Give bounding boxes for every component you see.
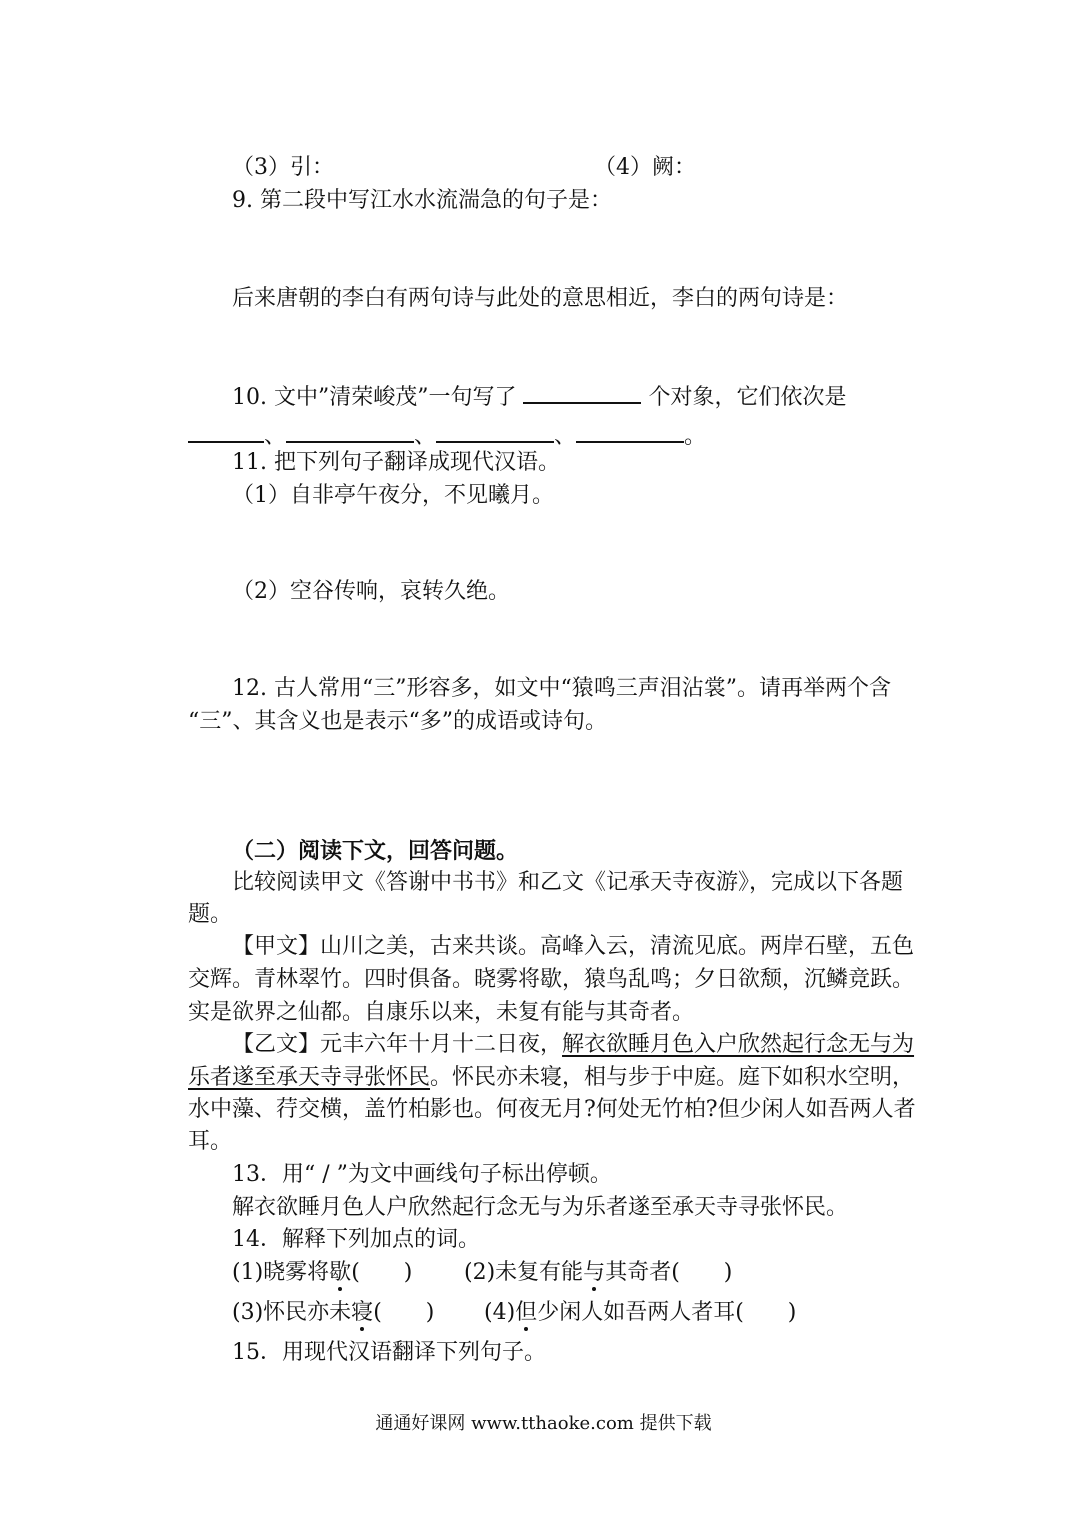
- q14-item4: [484, 1298, 796, 1328]
- dotted-word: 寝: [351, 1300, 374, 1325]
- answer-blank[interactable]: [523, 380, 641, 404]
- answer-blank[interactable]: [436, 419, 554, 443]
- answer-blank[interactable]: [286, 419, 414, 443]
- q10-line1: [232, 380, 847, 410]
- item-text: (1)晓雾将: [232, 1260, 330, 1285]
- dotted-word: 但: [515, 1300, 538, 1325]
- section2-intro-line2: 题。: [188, 902, 233, 927]
- page-footer: 通通好课网 www.tthaoke.com 提供下载: [375, 1413, 712, 1434]
- item-text: 其奇者( ): [605, 1260, 733, 1285]
- separator: 、: [554, 424, 577, 449]
- q10-prefix: 10. 文中”清荣峻茂”一句写了: [232, 385, 517, 410]
- underlined-sentence: 解衣欲睡月色入户欣然起行念无与为: [562, 1032, 915, 1057]
- q12-line1: 12. 古人常用“三”形容多，如文中“猿鸣三声泪沾裳”。请再举两个含: [232, 676, 891, 701]
- yi-line2: [188, 1063, 914, 1093]
- dotted-word: 歇: [329, 1260, 352, 1285]
- jia-line1: [232, 932, 914, 962]
- q14-item2: [464, 1258, 732, 1288]
- jia-line3: 实是欲界之仙都。自康乐以来，未复有能与其奇者。: [188, 1000, 695, 1025]
- yi-label: 【乙文】: [232, 1032, 321, 1057]
- q14-item3: [232, 1298, 434, 1328]
- underlined-sentence: 乐者遂至承天寺寻张怀民: [188, 1065, 431, 1090]
- q10-suffix: 个对象，它们依次是: [648, 385, 847, 410]
- q11-sentence-2: （2）空谷传响，哀转久绝。: [232, 579, 510, 604]
- yi-line4: 耳。: [188, 1129, 233, 1154]
- item-text: (2)未复有能: [464, 1260, 584, 1285]
- item-text: ( ): [351, 1260, 413, 1285]
- jia-line2: 交辉。青林翠竹。四时俱备。晓雾将歇，猿鸟乱鸣；夕日欲颓，沉鳞竞跃。: [188, 967, 915, 992]
- item-text: (4): [484, 1300, 516, 1325]
- section2-heading: （二）阅读下文，回答问题。: [232, 838, 519, 864]
- q14-item1: [232, 1258, 412, 1288]
- separator: 、: [414, 424, 437, 449]
- separator: 、: [264, 424, 287, 449]
- q12-line2: “三”、其含义也是表示“多”的成语或诗句。: [188, 709, 607, 734]
- yi-line1: [232, 1030, 914, 1060]
- q15-prompt: 15．用现代汉语翻译下列句子。: [232, 1340, 546, 1365]
- answer-blank[interactable]: [188, 419, 264, 443]
- yi-line3: 水中藻、荇交横，盖竹柏影也。何夜无月?何处无竹柏?但少闲人如吾两人者: [188, 1097, 916, 1122]
- q11-prompt: 11. 把下列句子翻译成现代汉语。: [232, 450, 560, 475]
- jia-text: 山川之美，古来共谈。高峰入云，清流见底。两岸石壁，五色: [320, 934, 915, 959]
- q11-sentence-1: （1）自非亭午夜分，不见曦月。: [232, 483, 554, 508]
- q10-line2: [188, 419, 706, 449]
- section2-intro-line1: 比较阅读甲文《答谢中书书》和乙文《记承天寺夜游》，完成以下各题: [232, 870, 904, 895]
- q8-item3: （3）引：: [232, 155, 334, 180]
- q8-item4: （4）阙：: [594, 155, 696, 180]
- q13-prompt: 13．用“ / ”为文中画线句子标出停顿。: [232, 1162, 612, 1187]
- item-text: ( ): [373, 1300, 435, 1325]
- q14-prompt: 14．解释下列加点的词。: [232, 1227, 480, 1252]
- end-mark: 。: [684, 424, 707, 449]
- answer-blank[interactable]: [576, 419, 684, 443]
- item-text: (3)怀民亦未: [232, 1300, 352, 1325]
- q9-prompt: 9. 第二段中写江水水流湍急的句子是：: [232, 188, 612, 213]
- q9-followup: 后来唐朝的李白有两句诗与此处的意思相近，李白的两句诗是：: [232, 286, 849, 311]
- yi-text: 。怀民亦未寝，相与步于中庭。庭下如积水空明，: [430, 1065, 915, 1090]
- q13-sentence: 解衣欲睡月色人户欣然起行念无与为乐者遂至承天寺寻张怀民。: [232, 1195, 849, 1220]
- yi-text: 元丰六年十月十二日夜，: [320, 1032, 563, 1057]
- dotted-word: 与: [583, 1260, 606, 1285]
- jia-label: 【甲文】: [232, 934, 321, 959]
- item-text: 少闲人如吾两人者耳( ): [537, 1300, 797, 1325]
